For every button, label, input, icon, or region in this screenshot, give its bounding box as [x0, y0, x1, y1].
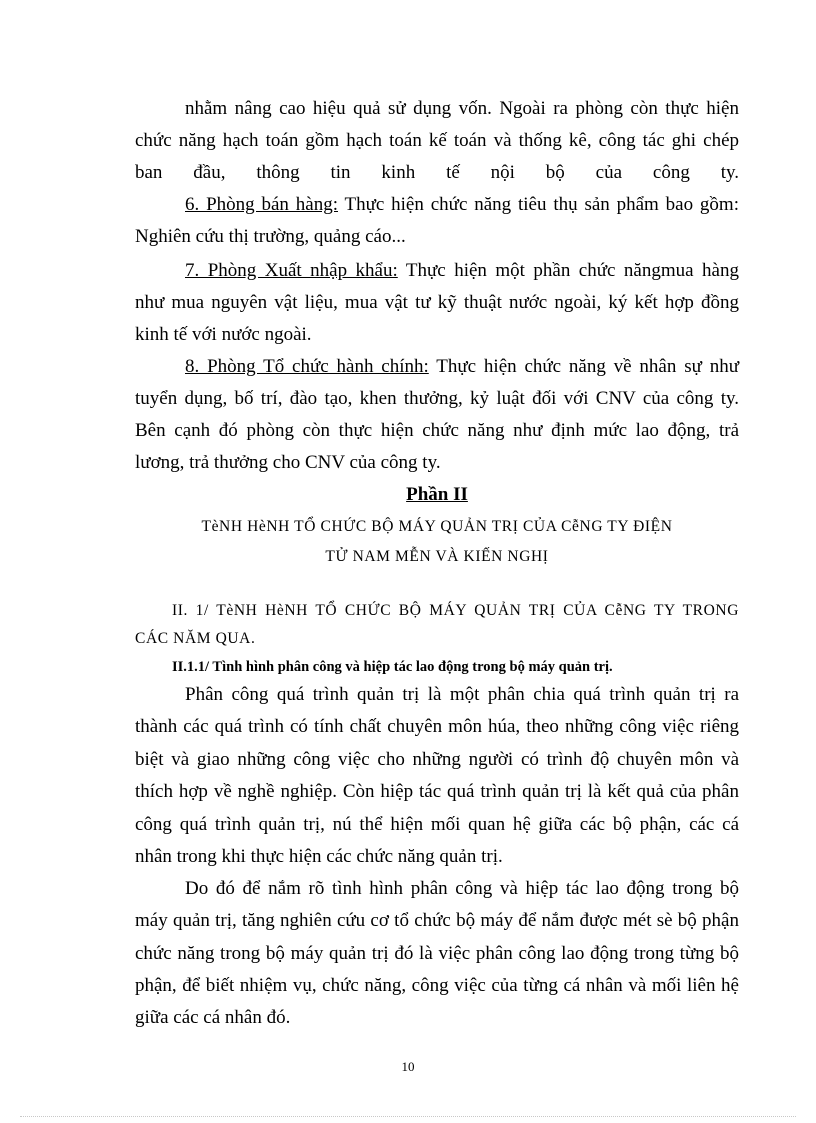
item-8-text: Thực hiện chức năng về nhân sự như [428, 356, 739, 377]
paragraph-line: chức năng trong bộ máy quản trị đó là việc phân công lao động trong từng bộ [135, 943, 739, 964]
part-title: Phần II [406, 484, 468, 505]
paragraph-line: kinh tế với nước ngoài. [135, 324, 312, 345]
paragraph-line: lương, trả thưởng cho CNV của công ty. [135, 452, 441, 473]
page-bottom-divider [20, 1116, 796, 1117]
part-subtitle-line-2: TỬ NAM MỄN VÀ KIẾN NGHỊ [325, 548, 549, 565]
item-6-label: 6. Phòng bán hàng: [185, 194, 338, 215]
paragraph-line: Phân công quá trình quản trị là một phân chia quá trình quản trị ra [185, 684, 739, 705]
paragraph-line: Nghiên cứu thị trường, quảng cáo... [135, 226, 406, 247]
paragraph-line: tuyển dụng, bố trí, đào tạo, khen thưởng, kỷ luật đối với CNV của công ty. [135, 388, 739, 409]
paragraph-line: Do đó để nắm rõ tình hình phân công và hiệp tác lao động trong bộ [185, 878, 739, 899]
paragraph-line: như mua nguyên vật liệu, mua vật tư kỹ thuật nước ngoài, ký kết hợp đồng [135, 292, 739, 313]
paragraph-line: thích hợp về nghề nghiệp. Còn hiệp tác quá trình quản trị là kết quả của phân [135, 781, 739, 802]
paragraph-line: thành các quá trình có tính chất chuyên môn húa, theo những công việc riêng [135, 716, 739, 737]
page-number: 10 [401, 1059, 415, 1074]
paragraph-line: ban đầu, thông tin kinh tế nội bộ của công ty. [135, 162, 739, 183]
item-7-line [135, 259, 739, 283]
part-subtitle-line-1: TèNH HèNH TỔ CHỨC BỘ MÁY QUẢN TRỊ CỦA CễNG TY ĐIỆN [201, 518, 673, 535]
paragraph-line: Bên cạnh đó phòng còn thực hiện chức năng như định mức lao động, trả [135, 420, 739, 441]
item-7-label: 7. Phòng Xuất nhập khẩu: [185, 260, 398, 281]
paragraph-line: chức năng hạch toán gồm hạch toán kế toán và thống kê, công tác ghi chép [135, 130, 739, 151]
item-8-label: 8. Phòng Tổ chức hành chính: [185, 356, 429, 377]
paragraph-line: phận, để biết nhiệm vụ, chức năng, công việc của từng cá nhân và mối liên hệ [135, 975, 739, 996]
section-title-line-2: CÁC NĂM QUA. [135, 630, 256, 647]
paragraph-line: biệt và giao những công việc cho những người có trình độ chuyên môn và [135, 749, 739, 770]
section-title-line-1: II. 1/ TèNH HèNH TỔ CHỨC BỘ MÁY QUẢN TRỊ CỦA CễNG TY TRONG [172, 602, 739, 619]
paragraph-line: giữa các cá nhân đó. [135, 1007, 291, 1028]
subsection-title: II.1.1/ Tình hình phân công và hiệp tác lao động trong bộ máy quản trị. [172, 659, 613, 675]
paragraph-line: nhằm nâng cao hiệu quả sử dụng vốn. Ngoài ra phòng còn thực hiện [185, 98, 739, 119]
paragraph-line: máy quản trị, tăng nghiên cứu cơ tổ chức bộ máy để nắm được mét sè bộ phận [135, 910, 739, 931]
item-6-text: Thực hiện chức năng tiêu thụ sản phẩm bao gồm: [337, 194, 739, 215]
item-7-text: Thực hiện một phần chức năngmua hàng [397, 260, 739, 281]
item-8-line [135, 355, 739, 379]
paragraph-line: nhân trong khi thực hiện các chức năng quản trị. [135, 846, 503, 867]
paragraph-line: công quá trình quản trị, nú thể hiện mối quan hệ giữa các bộ phận, các cá [135, 814, 739, 835]
item-6-line [135, 193, 739, 217]
